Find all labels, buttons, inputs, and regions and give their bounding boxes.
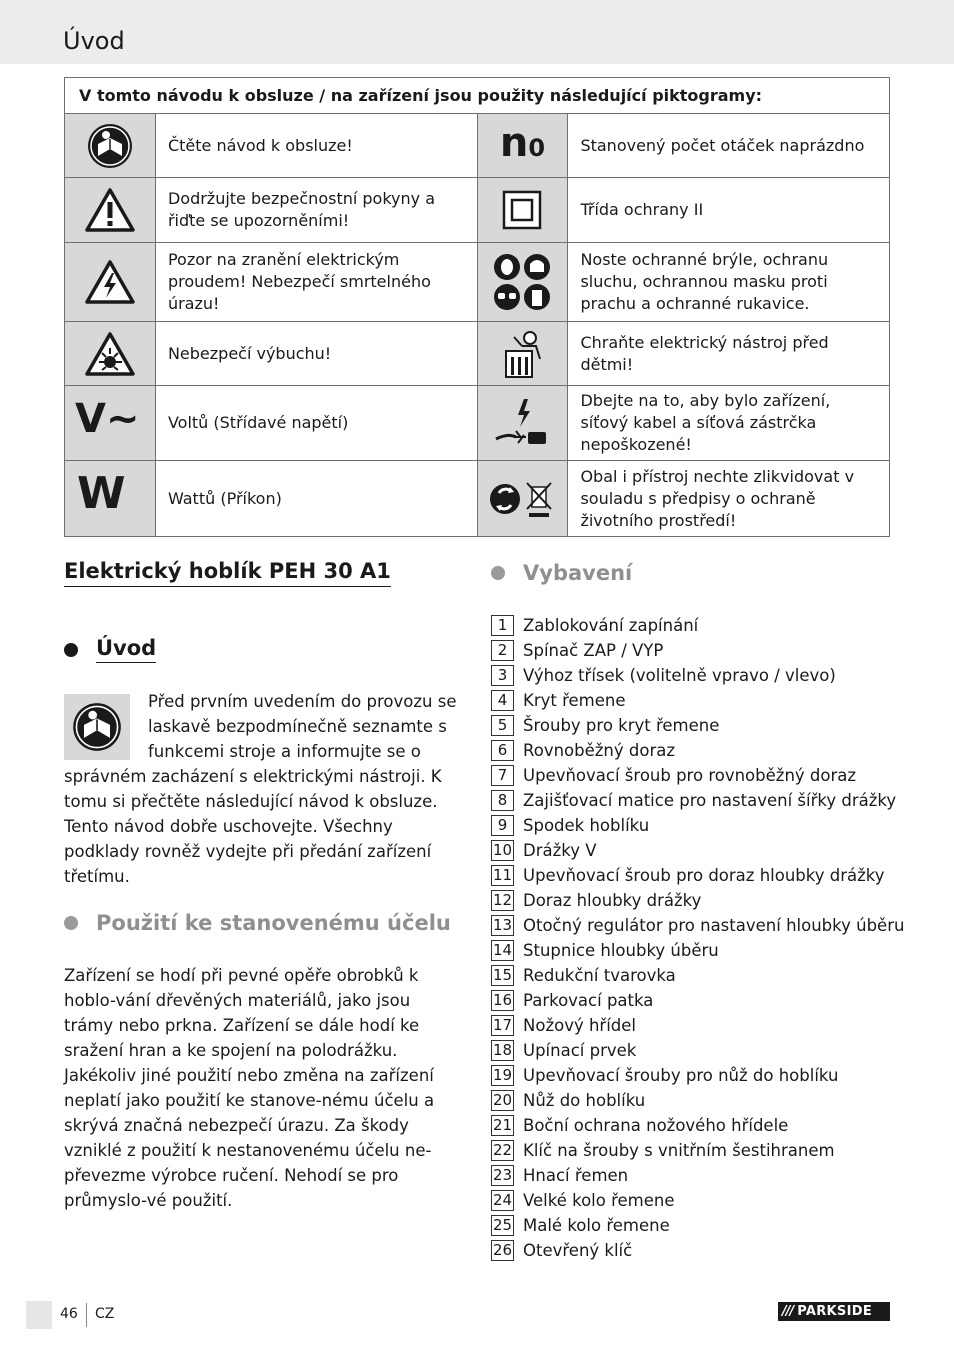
footer-marker [26, 1301, 52, 1329]
explosion-hazard-icon [65, 322, 156, 386]
volt-icon: V~ [65, 386, 156, 461]
pictogram-description: Noste ochranné brýle, ochranu sluchu, ochrannou masku proti prachu a ochranné rukavice. [568, 243, 890, 322]
list-item [491, 1113, 911, 1138]
pictogram-description: Stanovený počet otáček naprázdno [568, 114, 890, 178]
list-item [491, 863, 911, 888]
part-number: 16 [492, 991, 513, 1009]
pictogram-description: Obal i přístroj nechte zlikvidovat v souladu s předpisy o ochraně životního prostředí! [568, 461, 890, 537]
section-title: Vybavení [523, 561, 633, 585]
pictogram-description: Voltů (Střídavé napětí) [155, 386, 477, 461]
list-item [491, 1213, 911, 1238]
part-label: Upínací prvek [523, 1041, 637, 1060]
part-number: 9 [491, 815, 514, 836]
part-label: Rovnoběžný doraz [523, 741, 676, 760]
protective-gear-icon [477, 243, 568, 322]
parts-list [491, 613, 911, 1263]
table-row [65, 386, 890, 461]
no-load-speed-icon: n0 [477, 114, 568, 178]
section-title: Úvod [96, 636, 156, 663]
intended-use-paragraph: Zařízení se hodí při pevné opěře obrobků k hoblo-vání dřevěných materiálů, jako jsou trámy nebo prkna. Zařízení se dále hodí ke sražení hran a ke spojení na polodrážku. Jakékoliv jiné použití nebo změna na zařízení neplatí jako použití ke stanove-nému účelu a skrývá značná nebezpečí úrazu. Za škody vzniklé z použití k nestanovenému účelu ne-převezme výrobce ručení. Nehodí se pro průmyslo-vé použití. [64, 966, 435, 1210]
electric-shock-icon [65, 243, 156, 322]
part-label: Upevňovací šroub pro rovnoběžný doraz [523, 766, 857, 785]
list-item [491, 1038, 911, 1063]
part-number: 12 [492, 891, 513, 909]
part-number: 4 [491, 690, 514, 711]
table-row [65, 461, 890, 537]
list-item [491, 1188, 911, 1213]
part-label: Upevňovací šroub pro doraz hloubky drážky [523, 866, 885, 885]
watt-icon: W [65, 461, 156, 537]
part-label: Velké kolo řemene [523, 1191, 675, 1210]
part-label: Spínač ZAP / VYP [523, 641, 664, 660]
list-item [491, 988, 911, 1013]
list-item [491, 638, 911, 663]
pictogram-description: Dodržujte bezpečnostní pokyny a řiďte se upozorněními! [155, 178, 477, 243]
pictogram-description: Chraňte elektrický nástroj před dětmi! [568, 322, 890, 386]
pictogram-description: Wattů (Příkon) [155, 461, 477, 537]
section-heading-equipment [491, 561, 632, 585]
pictogram-description: Dbejte na to, aby bylo zařízení, síťový kabel a síťová zástrčka nepoškozené! [568, 386, 890, 461]
bullet-icon [64, 916, 78, 930]
child-protection-icon [477, 322, 568, 386]
page-title: Úvod [63, 27, 125, 55]
part-label: Klíč na šrouby s vnitřním šestihranem [523, 1141, 835, 1160]
part-label: Stupnice hloubky úběru [523, 941, 719, 960]
part-number: 15 [492, 966, 513, 984]
list-item [491, 688, 911, 713]
part-number: 22 [492, 1141, 513, 1159]
list-item [491, 613, 911, 638]
intro-paragraph [64, 689, 464, 889]
part-number: 24 [492, 1191, 513, 1209]
part-label: Hnací řemen [523, 1166, 629, 1185]
bullet-icon [491, 566, 505, 580]
table-row [65, 322, 890, 386]
part-label: Doraz hloubky drážky [523, 891, 702, 910]
footer-divider [86, 1303, 87, 1327]
part-label: Výhoz třísek (volitelně vpravo / vlevo) [523, 666, 836, 685]
part-label: Spodek hoblíku [523, 816, 650, 835]
pictogram-description: Čtěte návod k obsluze! [155, 114, 477, 178]
read-manual-icon [64, 694, 130, 760]
part-label: Otevřený klíč [523, 1241, 633, 1260]
part-label: Malé kolo řemene [523, 1216, 670, 1235]
list-item [491, 713, 911, 738]
part-label: Parkovací patka [523, 991, 654, 1010]
language-code: CZ [95, 1306, 115, 1322]
list-item [491, 813, 911, 838]
list-item [491, 1238, 911, 1263]
logo-slashes: /// [782, 1304, 794, 1319]
list-item [491, 888, 911, 913]
part-number: 2 [491, 640, 514, 661]
part-number: 17 [492, 1016, 513, 1034]
pictogram-description: Pozor na zranění elektrickým proudem! Nebezpečí smrtelného úrazu! [155, 243, 477, 322]
page-number: 46 [60, 1306, 78, 1322]
warning-triangle-icon [65, 178, 156, 243]
list-item [491, 938, 911, 963]
part-label: Šrouby pro kryt řemene [523, 716, 720, 735]
list-item [491, 788, 911, 813]
part-number: 3 [491, 665, 514, 686]
part-label: Drážky V [523, 841, 597, 860]
part-number: 20 [492, 1091, 513, 1109]
list-item [491, 1088, 911, 1113]
table-row [65, 114, 890, 178]
list-item [491, 1163, 911, 1188]
section-heading-intro [64, 636, 156, 663]
part-label: Zajišťovací matice pro nastavení šířky drážky [523, 791, 897, 810]
part-number: 7 [491, 765, 514, 786]
list-item [491, 963, 911, 988]
list-item [491, 913, 911, 938]
part-number: 1 [491, 615, 514, 636]
read-manual-icon [65, 114, 156, 178]
part-number: 21 [492, 1116, 513, 1134]
product-heading: Elektrický hoblík PEH 30 A1 [64, 559, 391, 587]
section-title: Použití ke stanovenému účelu [96, 911, 451, 935]
part-number: 25 [492, 1216, 513, 1234]
part-label: Kryt řemene [523, 691, 626, 710]
part-number: 10 [492, 841, 513, 859]
table-row [65, 243, 890, 322]
pictogram-description: Nebezpečí výbuchu! [155, 322, 477, 386]
pictogram-table [64, 77, 890, 537]
part-number: 11 [492, 866, 513, 884]
part-number: 5 [491, 715, 514, 736]
list-item [491, 1063, 911, 1088]
logo-text: PARKSIDE [797, 1304, 873, 1319]
section-heading-intended-use [64, 911, 451, 935]
part-label: Nůž do hoblíku [523, 1091, 646, 1110]
page-header-bar [0, 0, 954, 64]
protection-class-ii-icon [477, 178, 568, 243]
part-number: 8 [491, 790, 514, 811]
part-number: 18 [492, 1041, 513, 1059]
damaged-cable-icon [477, 386, 568, 461]
part-number: 23 [492, 1166, 513, 1184]
list-item [491, 838, 911, 863]
table-row [65, 178, 890, 243]
part-label: Redukční tvarovka [523, 966, 676, 985]
bullet-icon [64, 643, 78, 657]
part-number: 26 [492, 1241, 513, 1259]
list-item [491, 738, 911, 763]
parkside-logo [778, 1302, 890, 1321]
part-number: 6 [491, 740, 514, 761]
part-label: Zablokování zapínání [523, 616, 699, 635]
part-number: 14 [492, 941, 513, 959]
part-label: Nožový hřídel [523, 1016, 637, 1035]
list-item [491, 763, 911, 788]
part-number: 19 [492, 1066, 513, 1084]
recycling-disposal-icon [477, 461, 568, 537]
part-number: 13 [492, 916, 513, 934]
part-label: Boční ochrana nožového hřídele [523, 1116, 789, 1135]
pictogram-description: Třída ochrany II [568, 178, 890, 243]
list-item [491, 1138, 911, 1163]
part-label: Otočný regulátor pro nastavení hloubky úběru [523, 916, 905, 935]
intro-text: Před prvním uvedením do provozu se laskavě bezpodmínečně seznamte s funkcemi stroje a informujte se o správném zacházení s elektrickými nástroji. K tomu si přečtěte následující návod k obsluze. Tento návod dobře uschovejte. Všechny podklady rovněž vydejte při předání zařízení třetímu. [64, 692, 457, 886]
list-item [491, 663, 911, 688]
pictogram-table-header: V tomto návodu k obsluze / na zařízení jsou použity následující piktogramy: [65, 78, 890, 114]
list-item [491, 1013, 911, 1038]
part-label: Upevňovací šrouby pro nůž do hoblíku [523, 1066, 839, 1085]
